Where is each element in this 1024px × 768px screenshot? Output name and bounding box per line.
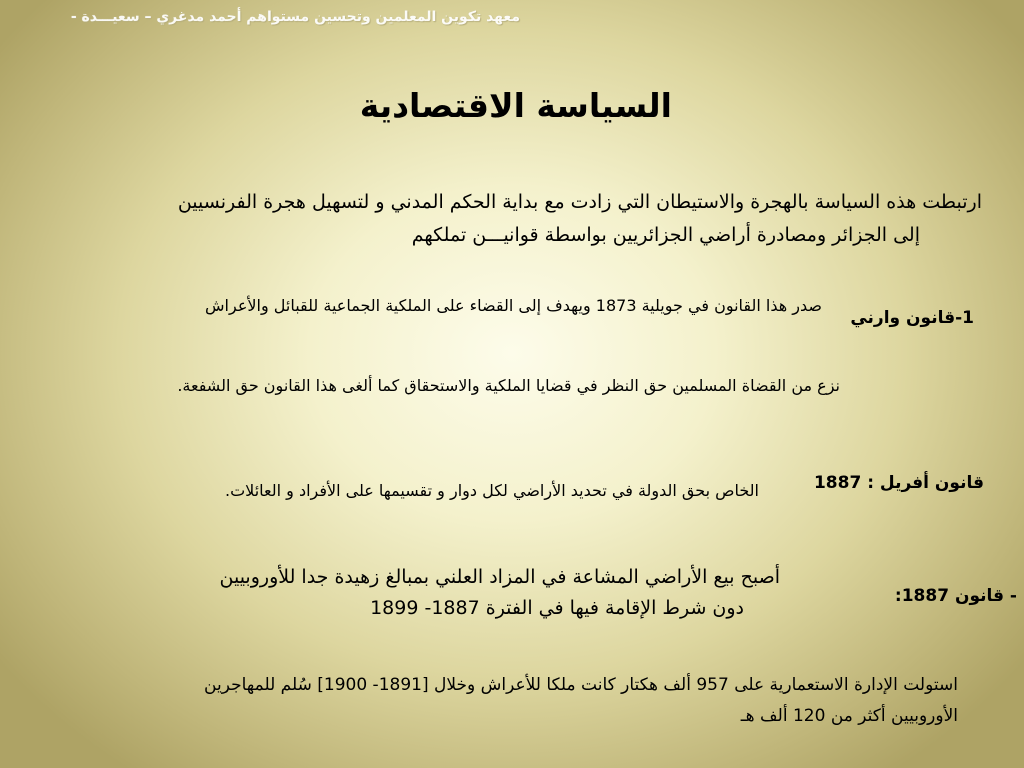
law-1887-text-line-1: أصبح بيع الأراضي المشاعة في المزاد العلني بمبالغ زهيدة جدا للأوروبيين (219, 566, 780, 588)
intro-line-2: إلى الجزائر ومصادرة أراضي الجزائريين بواسطة قوانيـــن تملكهم (411, 224, 920, 246)
closing-line-2: الأوروبيين أكثر من 120 ألف هـ (740, 706, 958, 726)
warnier-law-text-1: صدر هذا القانون في جويلية 1873 ويهدف إلى القضاء على الملكية الجماعية للقبائل والأعراش (205, 296, 822, 315)
april-law-label: قانون أفريل : 1887 (813, 473, 984, 493)
law-1887-text-line-2: دون شرط الإقامة فيها في الفترة 1887- 1899 (370, 597, 744, 619)
law-1887-text (220, 562, 781, 624)
closing-paragraph (204, 670, 958, 732)
warnier-law-text-2: نزع من القضاة المسلمين حق النظر في قضايا الملكية والاستحقاق كما ألغى هذا القانون حق الشفعة. (177, 376, 840, 395)
closing-line-1: استولت الإدارة الاستعمارية على 957 ألف هكتار كانت ملكا للأعراش وخلال [1891- 1900] سُلم للمهاجرين (204, 675, 958, 695)
header-watermark: معهد تكوين المعلمين وتحسين مستواهم أحمد مدغري – سعيـــدة - (70, 9, 520, 25)
law-1887-label: - قانون 1887: (894, 586, 1017, 606)
intro-paragraph (178, 186, 982, 252)
april-law-text: الخاص بحق الدولة في تحديد الأراضي لكل دوار و تقسيمها على الأفراد و العائلات. (225, 481, 759, 500)
page-title: السياسة الاقتصادية (359, 86, 672, 125)
intro-line-1: ارتبطت هذه السياسة بالهجرة والاستيطان التي زادت مع بداية الحكم المدني و لتسهيل هجرة الفرنسيين (177, 191, 982, 213)
warnier-law-label: 1-قانون وارني (850, 308, 974, 328)
